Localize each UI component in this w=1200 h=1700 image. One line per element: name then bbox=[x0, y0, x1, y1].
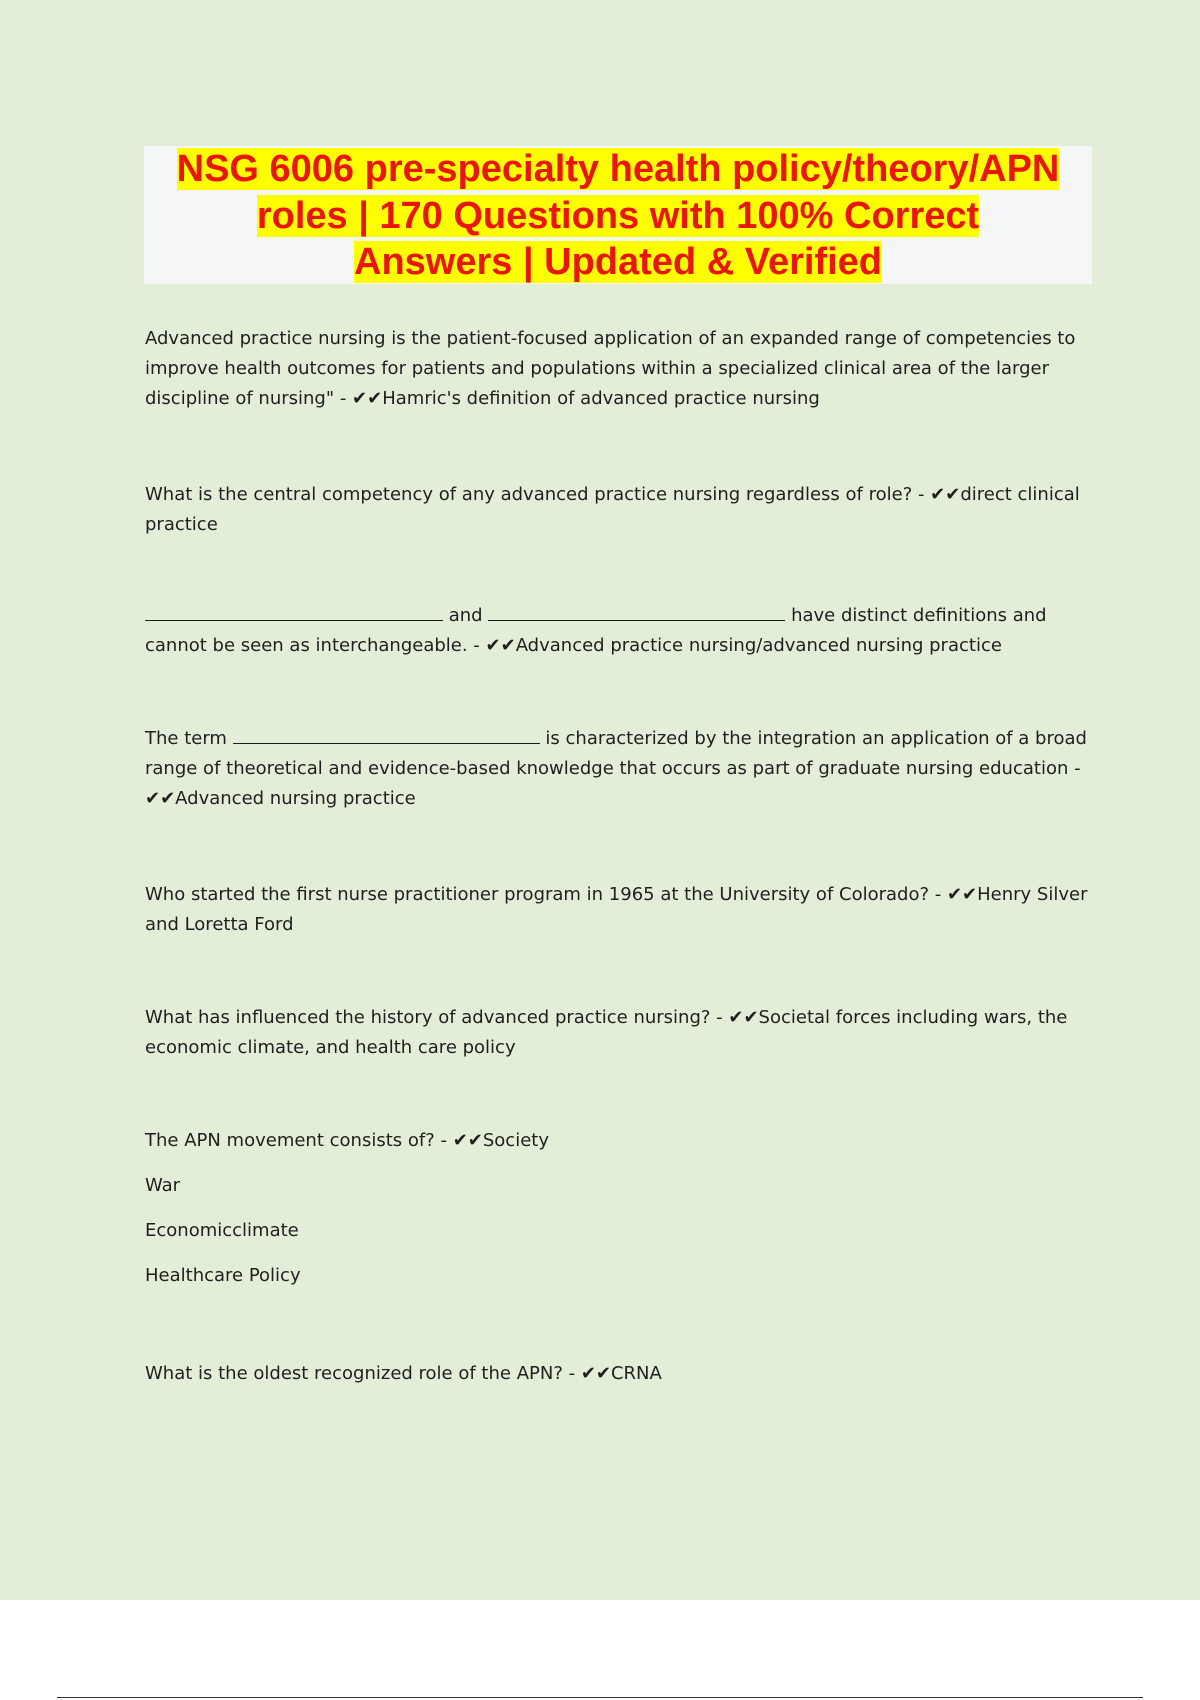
document-title bbox=[144, 146, 1092, 286]
qa-item-4-part-b: is characterized by the integration an application of a broad range of theoretical and evidence-based knowledge that occurs as part of graduate nursing education - ✔✔Advanced nursing practice bbox=[145, 728, 1087, 809]
qa-item-4-part-a: The term bbox=[145, 728, 227, 749]
qa-item-1: Advanced practice nursing is the patient-focused application of an expanded range of competencies to improve health outcomes for patients and populations within a specialized clinical area of the larger discipline of nursing" - ✔✔Hamric's definition of advanced practice nursing bbox=[145, 328, 1076, 409]
title-line-1: NSG 6006 pre-specialty health policy/theory/APN bbox=[176, 148, 1060, 190]
fill-in-blank bbox=[145, 602, 443, 621]
fill-in-blank bbox=[488, 602, 785, 621]
qa-item-3-part-a: and bbox=[448, 605, 483, 626]
footer-rule bbox=[57, 1697, 1143, 1698]
qa-item-7-question: The APN movement consists of? - ✔✔Society bbox=[145, 1130, 549, 1151]
list-item: Economicclimate bbox=[145, 1220, 299, 1241]
list-item: War bbox=[145, 1175, 181, 1196]
qa-item-8: What is the oldest recognized role of the APN? - ✔✔CRNA bbox=[145, 1363, 662, 1384]
qa-item-3-part-b: have distinct definitions and cannot be seen as interchangeable. - ✔✔Advanced practice nursing/advanced nursing practice bbox=[145, 605, 1047, 656]
title-line-2: roles | 170 Questions with 100% Correct bbox=[256, 194, 980, 237]
qa-item-7 bbox=[145, 1126, 1095, 1291]
qa-item-4 bbox=[145, 724, 1095, 814]
qa-item-5: Who started the first nurse practitioner program in 1965 at the University of Colorado? - ✔✔Henry Silver and Loretta Ford bbox=[145, 884, 1088, 935]
title-box bbox=[144, 146, 1092, 284]
qa-item-3 bbox=[145, 601, 1095, 661]
qa-item-2: What is the central competency of any advanced practice nursing regardless of role? - ✔✔direct clinical practice bbox=[145, 484, 1080, 535]
title-line-3: Answers | Updated & Verified bbox=[354, 241, 882, 283]
qa-item-6: What has influenced the history of advanced practice nursing? - ✔✔Societal forces including wars, the economic climate, and health care policy bbox=[145, 1007, 1068, 1058]
list-item: Healthcare Policy bbox=[145, 1265, 301, 1286]
fill-in-blank bbox=[233, 725, 540, 744]
